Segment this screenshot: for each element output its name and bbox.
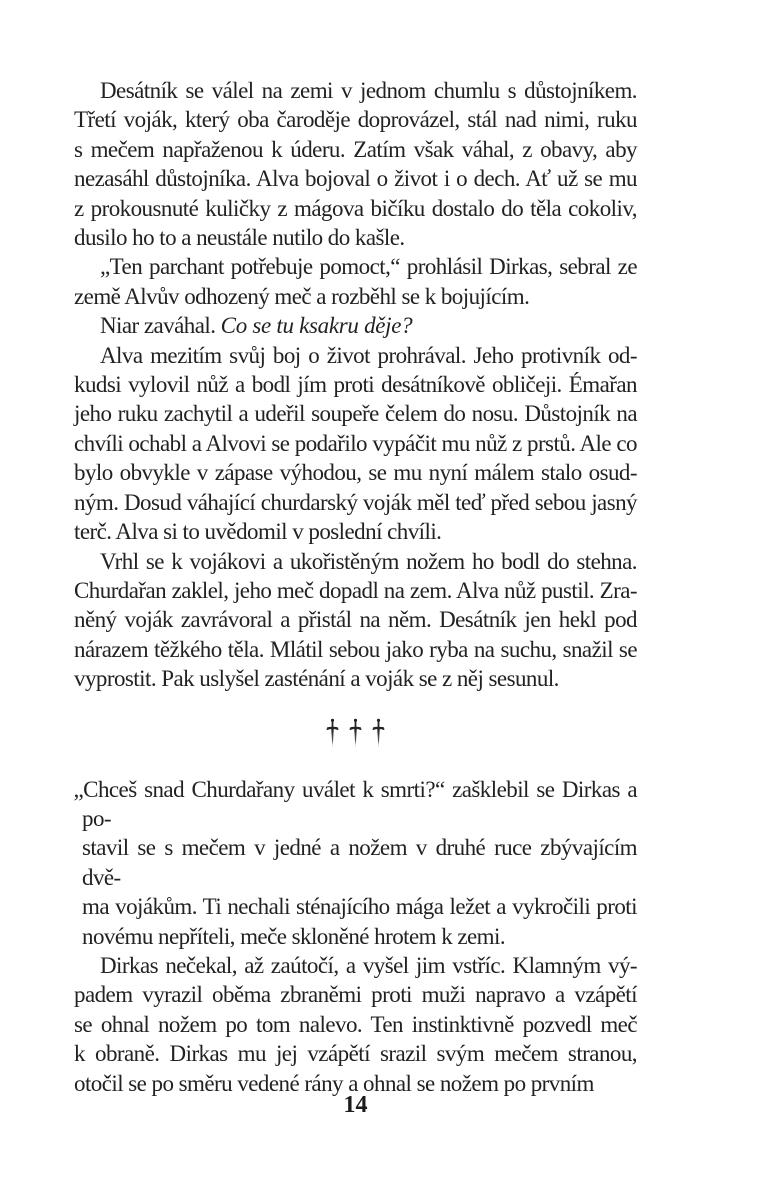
text-line: vyprostit. Pak uslyšel zasténání a voják se z něj sesunul. <box>74 666 559 692</box>
text-line: Churdařan zaklel, jeho meč dopadl na zem. Alva nůž pustil. Zra- <box>74 577 637 603</box>
text-line: otočil se po směru vedené rány a ohnal se nožem po prvním <box>74 1070 594 1096</box>
dagger-sword-icon <box>349 718 362 751</box>
text-line: k obraně. Dirkas mu jej vzápětí srazil svým mečem stranou, <box>74 1041 637 1067</box>
text-line: dusilo ho to a neustále nutilo do kašle. <box>74 225 405 251</box>
text-line: země Alvův odhozený meč a rozběhl se k bojujícím. <box>74 283 530 309</box>
text-line: s mečem napřaženou k úderu. Zatím však váhal, z obavy, aby <box>74 136 637 162</box>
text-line: Třetí voják, který oba čaroděje doprovázel, stál nad nimi, ruku <box>74 107 637 133</box>
paragraph <box>74 311 637 340</box>
paragraph <box>74 547 637 694</box>
text-line: ma vojákům. Ti nechali sténajícího mága ležet a vykročili proti <box>82 894 637 920</box>
paragraph <box>73 775 637 951</box>
text-run: Niar zaváhal. <box>100 313 221 339</box>
dagger-sword-icon <box>326 718 339 751</box>
text-line: novému nepříteli, meče skloněné hrotem k zemi. <box>82 923 506 949</box>
text-line: z prokousnuté kuličky z mágova bičíku dostalo do těla cokoliv, <box>74 195 637 221</box>
text-line: Vrhl se k vojákovi a ukořistěným nožem ho bodl do stehna. <box>100 548 637 574</box>
text-line: kudsi vylovil nůž a bodl jím proti desátníkově obličeji. Émařan <box>74 372 637 398</box>
text-line: Alva mezitím svůj boj o život prohrával. Jeho protivník od- <box>100 342 637 368</box>
text-line: terč. Alva si to uvědomil v poslední chvíli. <box>74 519 442 545</box>
text-line: nárazem těžkého těla. Mlátil sebou jako ryba na suchu, snažil se <box>74 636 637 662</box>
text-line: se ohnal nožem po tom nalevo. Ten instinktivně pozvedl meč <box>74 1011 637 1037</box>
text-line: padem vyrazil oběma zbraněmi proti muži napravo a vzápětí <box>74 982 637 1008</box>
paragraph <box>74 76 637 252</box>
text-line: Dirkas nečekal, až zaútočí, a vyšel jim vstříc. Klamným vý- <box>100 952 637 978</box>
text-line: „Chceš snad Churdařany uválet k smrti?“ zašklebil se Dirkas a po- <box>73 776 637 831</box>
italic-text-run: Co se tu ksakru děje? <box>220 313 413 339</box>
text-line: něný voják zavrávoral a přistál na něm. Desátník jen hekl pod <box>74 607 637 633</box>
text-line: ným. Dosud váhající churdarský voják měl teď před sebou jasný <box>74 489 637 515</box>
paragraph <box>74 252 637 311</box>
text-line: stavil se s mečem v jedné a nožem v druhé ruce zbývajícím dvě- <box>82 835 637 890</box>
text-line: bylo obvykle v zápase výhodou, se mu nyní málem stalo osud- <box>74 460 637 486</box>
scene-break <box>74 694 637 775</box>
text-line: chvíli ochabl a Alvovi se podařilo vypáčit mu nůž z prstů. Ale co <box>74 430 637 456</box>
text-line: nezasáhl důstojníka. Alva bojoval o život i o dech. Ať už se mu <box>74 166 637 192</box>
text-line: Desátník se válel na zemi v jednom chumlu s důstojníkem. <box>100 78 637 103</box>
text-line <box>74 311 637 340</box>
paragraph <box>74 341 637 547</box>
paragraph <box>74 951 637 1098</box>
dagger-sword-icon <box>372 718 385 751</box>
page-number: 14 <box>343 1092 368 1118</box>
text-line: „Ten parchant potřebuje pomoct,“ prohlásil Dirkas, sebral ze <box>100 254 637 280</box>
text-line: jeho ruku zachytil a udeřil soupeře čelem do nosu. Důstojník na <box>74 401 637 427</box>
page-text <box>74 76 637 1098</box>
